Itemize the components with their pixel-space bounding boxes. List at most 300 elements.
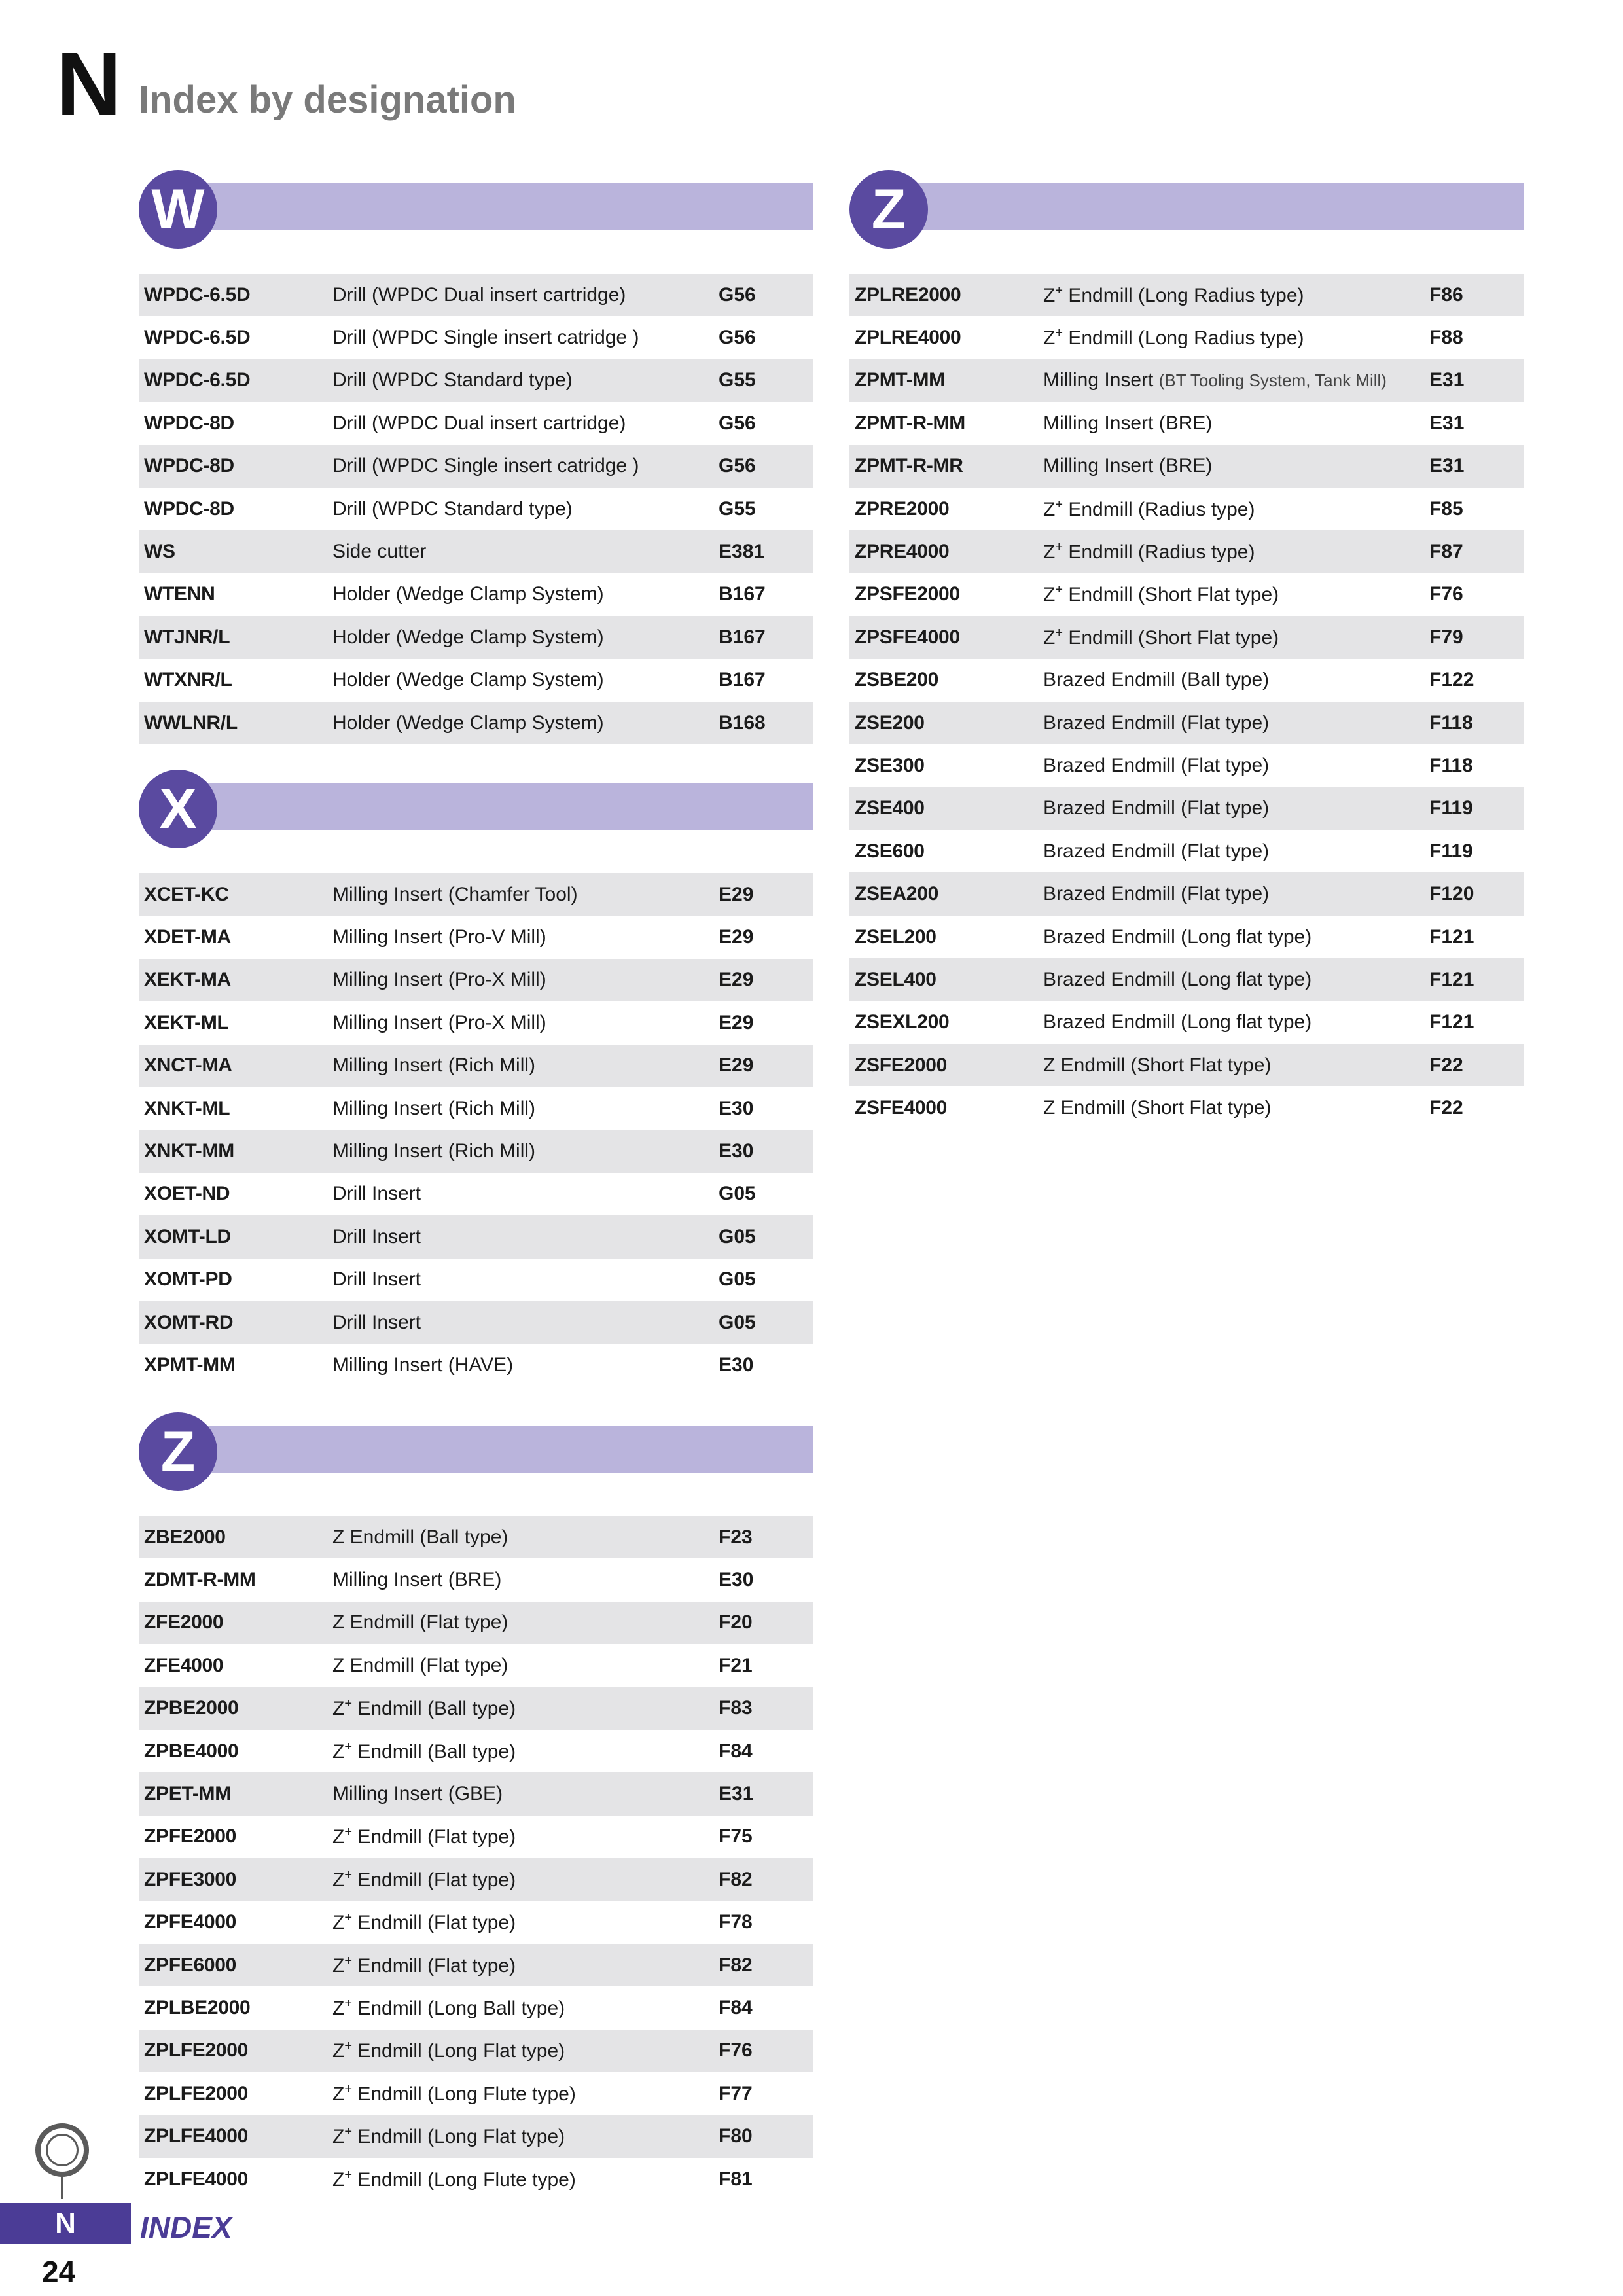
designation-code: ZSEXL200 (855, 1011, 950, 1033)
page-reference: F82 (719, 1954, 753, 1976)
designation-code: XOMT-PD (144, 1268, 232, 1291)
page-reference: F76 (719, 2039, 753, 2062)
page-reference: F22 (1429, 1054, 1463, 1076)
page-reference: E29 (719, 1054, 754, 1077)
page-reference: F121 (1429, 925, 1474, 948)
designation-description (332, 2039, 716, 2062)
designation-description (332, 1910, 716, 1934)
page-reference: G56 (719, 327, 756, 349)
description-text: Drill (WPDC Dual insert cartridge) (332, 412, 626, 434)
description-text: Z+ Endmill (Radius type) (1043, 497, 1255, 520)
designation-description (332, 412, 716, 435)
designation-code: ZPBE4000 (144, 1740, 239, 1762)
designation-code: ZPSFE4000 (855, 626, 960, 648)
section-band (908, 183, 1524, 230)
page-reference: F119 (1429, 797, 1473, 819)
designation-description (332, 2125, 716, 2148)
designation-description (332, 1354, 716, 1376)
designation-code: XPMT-MM (144, 1354, 236, 1376)
designation-code: ZPMT-R-MR (855, 455, 963, 477)
description-text: Brazed Endmill (Long flat type) (1043, 968, 1312, 990)
designation-description (1043, 626, 1427, 649)
designation-code: ZSE200 (855, 711, 925, 734)
table-row (849, 744, 1524, 787)
designation-description (332, 1996, 716, 2020)
page-reference: F83 (719, 1697, 753, 1719)
page-reference: B167 (719, 583, 766, 605)
designation-code: XCET-KC (144, 883, 229, 905)
designation-description (1043, 583, 1427, 606)
table-row (139, 2115, 813, 2157)
table-row (849, 702, 1524, 744)
page-reference: E29 (719, 969, 754, 991)
table-row (139, 1986, 813, 2029)
table-row (849, 872, 1524, 915)
description-text: Z+ Endmill (Radius type) (1043, 540, 1255, 564)
designation-description (1043, 1011, 1427, 1033)
designation-code: WPDC-6.5D (144, 369, 251, 391)
page-reference: F75 (719, 1825, 753, 1848)
table-row (849, 359, 1524, 402)
description-text: Milling Insert (1043, 369, 1154, 391)
designation-description (332, 1140, 716, 1162)
page-reference: B167 (719, 669, 766, 691)
description-text: Milling Insert (BRE) (1043, 455, 1213, 477)
designation-description (332, 1655, 716, 1677)
table-row (139, 659, 813, 702)
description-text: Z Endmill (Flat type) (332, 1654, 508, 1676)
section-letter-badge: Z (139, 1412, 217, 1491)
designation-description (332, 1783, 716, 1805)
description-text: Milling Insert (Pro-X Mill) (332, 1011, 546, 1033)
table-row (139, 1602, 813, 1644)
page-reference: F82 (719, 1868, 753, 1890)
designation-code: WTENN (144, 583, 215, 605)
page-reference: G05 (719, 1183, 756, 1205)
designation-description (332, 1098, 716, 1120)
designation-code: XNKT-MM (144, 1140, 234, 1162)
description-text: Z Endmill (Ball type) (332, 1526, 508, 1548)
designation-code: WWLNR/L (144, 711, 238, 734)
designation-description (332, 1012, 716, 1034)
page-reference: F23 (719, 1526, 753, 1548)
designation-description (332, 1569, 716, 1591)
description-text: Milling Insert (Rich Mill) (332, 1054, 536, 1077)
page-reference: F118 (1429, 711, 1473, 734)
designation-code: ZPLFE4000 (144, 2125, 249, 2147)
page-reference: E30 (719, 1140, 754, 1162)
page-reference: F121 (1429, 968, 1474, 990)
page-reference: E30 (719, 1354, 754, 1376)
section-band (198, 1426, 813, 1473)
description-text: Z+ Endmill (Long Flute type) (332, 2167, 576, 2191)
table-row (139, 445, 813, 488)
description-text: Z+ Endmill (Long Radius type) (1043, 326, 1304, 350)
designation-code: ZPFE3000 (144, 1868, 237, 1890)
designation-code: XOMT-LD (144, 1225, 231, 1247)
description-text: Z+ Endmill (Short Flat type) (1043, 583, 1279, 606)
designation-description (1043, 326, 1427, 350)
table-row (849, 830, 1524, 872)
designation-description (1043, 969, 1427, 991)
table-row (139, 873, 813, 916)
description-note: (BT Tooling System, Tank Mill) (1158, 370, 1387, 391)
table-row (849, 316, 1524, 359)
designation-code: WPDC-6.5D (144, 283, 251, 306)
description-text: Brazed Endmill (Ball type) (1043, 669, 1270, 691)
page-reference: F119 (1429, 840, 1473, 862)
description-text: Milling Insert (Pro-V Mill) (332, 926, 546, 948)
table-row (139, 274, 813, 316)
designation-description (1043, 455, 1427, 477)
designation-description (332, 541, 716, 563)
designation-code: ZPRE4000 (855, 541, 950, 563)
page-reference: F121 (1429, 1011, 1474, 1033)
designation-code: ZSEL400 (855, 968, 936, 990)
table-row (139, 616, 813, 658)
designation-code: ZSBE200 (855, 669, 938, 691)
section-letter-badge: W (139, 170, 217, 249)
page-reference: F81 (719, 2168, 753, 2190)
page-reference: B167 (719, 626, 766, 648)
designation-code: WS (144, 541, 175, 563)
designation-code: ZPLBE2000 (144, 1996, 251, 2018)
designation-code: ZPBE2000 (144, 1697, 239, 1719)
designation-code: WPDC-8D (144, 497, 234, 520)
footer-label: INDEX (140, 2210, 232, 2244)
table-row (139, 1516, 813, 1558)
table-row (849, 659, 1524, 702)
page-reference: F84 (719, 1996, 753, 2018)
description-text: Z+ Endmill (Long Radius type) (1043, 283, 1304, 306)
description-text: Milling Insert (BRE) (1043, 412, 1213, 434)
designation-code: XEKT-ML (144, 1011, 229, 1033)
description-text: Milling Insert (Rich Mill) (332, 1097, 536, 1119)
description-text: Brazed Endmill (Flat type) (1043, 711, 1270, 734)
description-text: Drill Insert (332, 1268, 421, 1291)
table-row (139, 1130, 813, 1172)
designation-code: ZBE2000 (144, 1526, 226, 1548)
table-row (849, 1001, 1524, 1044)
table-row (139, 1901, 813, 1944)
page-reference: E31 (1429, 369, 1465, 391)
footer-tab: N (0, 2203, 131, 2244)
table-row (849, 530, 1524, 573)
section-letter-badge: Z (849, 170, 928, 249)
description-text: Z+ Endmill (Flat type) (332, 1910, 516, 1934)
designation-description (332, 1825, 716, 1848)
designation-code: XOMT-RD (144, 1311, 234, 1333)
table-row (139, 1001, 813, 1044)
table-row (139, 1087, 813, 1130)
table-row (139, 1045, 813, 1087)
description-text: Milling Insert (BRE) (332, 1569, 502, 1591)
designation-code: ZPLFE4000 (144, 2168, 249, 2190)
table-row (139, 1259, 813, 1301)
page-reference: F22 (1429, 1097, 1463, 1119)
page-reference: E30 (719, 1569, 754, 1591)
table-row (849, 1086, 1524, 1129)
designation-description (332, 712, 716, 734)
designation-description (332, 369, 716, 391)
page-reference: G56 (719, 455, 756, 477)
designation-code: XNKT-ML (144, 1097, 230, 1119)
designation-code: ZPMT-MM (855, 369, 945, 391)
description-text: Milling Insert (HAVE) (332, 1354, 514, 1376)
binder-ring-stem (61, 2174, 63, 2199)
designation-description (1043, 283, 1427, 307)
description-text: Z+ Endmill (Ball type) (332, 1696, 516, 1720)
index-table (139, 873, 813, 1387)
designation-code: WPDC-8D (144, 455, 234, 477)
page-reference: F85 (1429, 497, 1463, 520)
designation-description (332, 583, 716, 605)
designation-description (332, 926, 716, 948)
description-text: Z+ Endmill (Flat type) (332, 1825, 516, 1848)
chapter-letter: N (56, 34, 122, 135)
page-reference: F78 (719, 1911, 753, 1933)
description-text: Z+ Endmill (Short Flat type) (1043, 625, 1279, 649)
description-text: Brazed Endmill (Long flat type) (1043, 1011, 1312, 1033)
designation-description (332, 969, 716, 991)
designation-description (332, 2082, 716, 2106)
description-text: Z+ Endmill (Ball type) (332, 1739, 516, 1763)
description-text: Holder (Wedge Clamp System) (332, 669, 604, 691)
designation-description (332, 1868, 716, 1892)
designation-code: ZSEA200 (855, 883, 938, 905)
designation-description (332, 1954, 716, 1977)
designation-description (332, 455, 716, 477)
table-row (849, 958, 1524, 1001)
table-row (849, 488, 1524, 530)
page-number: 24 (42, 2255, 76, 2289)
designation-description (1043, 926, 1427, 948)
table-row (139, 1558, 813, 1601)
description-text: Brazed Endmill (Flat type) (1043, 840, 1270, 862)
designation-code: ZSFE4000 (855, 1097, 948, 1119)
designation-code: ZSE600 (855, 840, 925, 862)
description-text: Holder (Wedge Clamp System) (332, 583, 604, 605)
table-row (849, 616, 1524, 658)
description-text: Drill Insert (332, 1183, 421, 1205)
description-text: Z Endmill (Short Flat type) (1043, 1097, 1272, 1119)
designation-description (1043, 669, 1427, 691)
page-reference: F86 (1429, 283, 1463, 306)
description-text: Z+ Endmill (Flat type) (332, 1867, 516, 1891)
designation-description (1043, 712, 1427, 734)
designation-description (1043, 755, 1427, 777)
page-reference: E29 (719, 926, 754, 948)
designation-code: ZDMT-R-MM (144, 1569, 256, 1591)
page-reference: F77 (719, 2082, 753, 2104)
page-reference: F79 (1429, 626, 1463, 648)
designation-description (1043, 540, 1427, 564)
designation-description (1043, 497, 1427, 521)
page-reference: F118 (1429, 754, 1473, 776)
table-row (139, 1173, 813, 1215)
designation-description (332, 1226, 716, 1248)
description-text: Z+ Endmill (Long Flat type) (332, 2125, 565, 2148)
description-text: Z+ Endmill (Long Ball type) (332, 1996, 565, 2019)
description-text: Z+ Endmill (Flat type) (332, 1953, 516, 1977)
designation-code: XDET-MA (144, 926, 231, 948)
designation-description (332, 1611, 716, 1634)
description-text: Drill (WPDC Single insert catridge ) (332, 455, 639, 477)
table-row (849, 1044, 1524, 1086)
page-reference: G05 (719, 1225, 756, 1247)
designation-code: ZPFE2000 (144, 1825, 237, 1848)
section-letter-badge: X (139, 770, 217, 848)
designation-code: ZSE300 (855, 754, 925, 776)
page-reference: B168 (719, 711, 766, 734)
designation-description (332, 2168, 716, 2191)
designation-description (332, 1696, 716, 1720)
description-text: Holder (Wedge Clamp System) (332, 711, 604, 734)
page-reference: E31 (1429, 412, 1465, 434)
description-text: Brazed Endmill (Long flat type) (1043, 925, 1312, 948)
designation-code: ZPFE4000 (144, 1911, 237, 1933)
page-reference: F120 (1429, 883, 1474, 905)
page-reference: G55 (719, 369, 756, 391)
designation-description (332, 1740, 716, 1763)
designation-description (332, 626, 716, 649)
description-text: Drill (WPDC Single insert catridge ) (332, 327, 639, 349)
table-row (139, 959, 813, 1001)
page-reference: F84 (719, 1740, 753, 1762)
description-text: Drill (WPDC Standard type) (332, 369, 573, 391)
description-text: Z Endmill (Short Flat type) (1043, 1054, 1272, 1076)
description-text: Brazed Endmill (Flat type) (1043, 883, 1270, 905)
designation-code: XNCT-MA (144, 1054, 232, 1077)
description-text: Side cutter (332, 541, 427, 563)
table-row (849, 787, 1524, 830)
page-reference: F87 (1429, 541, 1463, 563)
designation-description (332, 1312, 716, 1334)
page-reference: E30 (719, 1097, 754, 1119)
designation-description (332, 669, 716, 691)
table-row (849, 274, 1524, 316)
designation-description (332, 327, 716, 349)
section-band (198, 783, 813, 830)
description-text: Holder (Wedge Clamp System) (332, 626, 604, 648)
page-title: Index by designation (139, 79, 516, 121)
designation-code: XEKT-MA (144, 969, 231, 991)
table-row (139, 1215, 813, 1258)
table-row (139, 2158, 813, 2200)
designation-code: WTJNR/L (144, 626, 230, 648)
table-row (849, 573, 1524, 616)
page-reference: E31 (719, 1783, 754, 1805)
table-row (139, 2030, 813, 2072)
designation-code: ZPET-MM (144, 1783, 231, 1805)
section-band (198, 183, 813, 230)
table-row (139, 488, 813, 530)
description-text: Milling Insert (Pro-X Mill) (332, 969, 546, 991)
table-row (139, 2072, 813, 2115)
designation-description (332, 1526, 716, 1549)
table-row (139, 1858, 813, 1901)
page-reference: E29 (719, 1011, 754, 1033)
page-reference: G55 (719, 497, 756, 520)
description-text: Drill Insert (332, 1225, 421, 1247)
description-text: Drill (WPDC Dual insert cartridge) (332, 283, 626, 306)
designation-description (1043, 840, 1427, 863)
designation-code: WPDC-6.5D (144, 327, 251, 349)
designation-description (332, 1183, 716, 1205)
description-text: Z+ Endmill (Long Flute type) (332, 2081, 576, 2105)
table-row (139, 1687, 813, 1730)
page-reference: G05 (719, 1311, 756, 1333)
designation-code: ZPFE6000 (144, 1954, 237, 1976)
table-row (139, 1344, 813, 1386)
designation-code: ZSEL200 (855, 925, 936, 948)
designation-code: ZPRE2000 (855, 497, 950, 520)
designation-description (332, 1054, 716, 1077)
description-text: Drill Insert (332, 1311, 421, 1333)
description-text: Milling Insert (GBE) (332, 1783, 503, 1805)
table-row (849, 402, 1524, 444)
index-table (139, 1516, 813, 2200)
page-reference: E29 (719, 883, 754, 905)
table-row (139, 1730, 813, 1772)
binder-ring-icon (35, 2123, 89, 2177)
table-row (139, 702, 813, 744)
description-text: Milling Insert (Chamfer Tool) (332, 883, 578, 905)
designation-code: ZFE2000 (144, 1611, 224, 1634)
table-row (139, 1944, 813, 1986)
page-reference: F80 (719, 2125, 753, 2147)
designation-description (1043, 797, 1427, 819)
table-row (849, 445, 1524, 488)
table-row (139, 530, 813, 573)
description-text: Brazed Endmill (Flat type) (1043, 797, 1270, 819)
index-table (139, 274, 813, 744)
designation-description (332, 1268, 716, 1291)
table-row (139, 1816, 813, 1858)
designation-code: ZSE400 (855, 797, 925, 819)
page-reference: E31 (1429, 455, 1465, 477)
index-table (849, 274, 1524, 1130)
page-reference: F76 (1429, 583, 1463, 605)
table-row (139, 1772, 813, 1815)
designation-code: WPDC-8D (144, 412, 234, 434)
page-reference: F122 (1429, 669, 1474, 691)
description-text: Drill (WPDC Standard type) (332, 497, 573, 520)
table-row (139, 916, 813, 958)
description-text: Milling Insert (Rich Mill) (332, 1140, 536, 1162)
page-reference: G56 (719, 283, 756, 306)
designation-code: ZFE4000 (144, 1654, 224, 1676)
page-reference: F21 (719, 1654, 753, 1676)
table-row (139, 359, 813, 402)
designation-description (332, 884, 716, 906)
designation-description (1043, 369, 1427, 391)
designation-description (1043, 883, 1427, 905)
page-reference: G56 (719, 412, 756, 434)
designation-code: WTXNR/L (144, 669, 232, 691)
page-reference: E381 (719, 541, 765, 563)
table-row (139, 1644, 813, 1687)
designation-code: ZPLFE2000 (144, 2039, 249, 2062)
page-reference: F20 (719, 1611, 753, 1634)
designation-description (332, 284, 716, 306)
designation-description (1043, 1054, 1427, 1077)
page-reference: F88 (1429, 327, 1463, 349)
designation-code: ZPLRE2000 (855, 283, 961, 306)
designation-code: ZSFE2000 (855, 1054, 948, 1076)
designation-description (1043, 412, 1427, 435)
table-row (139, 402, 813, 444)
